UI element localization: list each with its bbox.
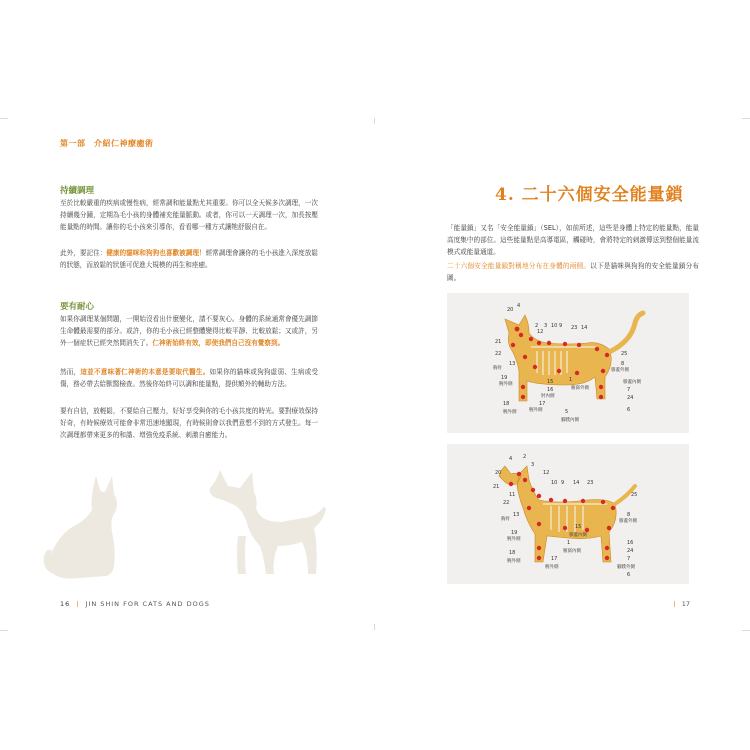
point-label: 腋窩外側 [571,386,589,391]
point-label: 21 [493,484,500,490]
point-label: 腕外側 [529,408,543,413]
cat-silhouette [40,470,130,585]
point-label: 25 [621,351,628,357]
point-label: 18 [503,401,510,407]
folio-right: | 17 [673,600,690,608]
point-label: 16 [547,387,554,393]
point-label: 胸骨 [501,517,510,522]
point-label: 2 [523,454,527,460]
point-label: 肘內側 [541,394,555,399]
point-label: 3 [531,462,535,468]
point-label: 9 [559,323,563,329]
point-label: 14 [581,325,588,331]
point-label: 17 [539,401,546,407]
point-label: 15 [575,524,582,530]
point-label: 6 [627,572,631,578]
paragraph: 要有自信，放輕鬆，不要給自己壓力，好好享受與你的毛小孩共度的時光。要對療效保持好奇，有時候療效可能會非常迅速地顯現，有時候則會以我們意想不到的方式發生。每一次調理都帶來更多的和諧、增強免疫系統、刺激自癒能力。 [60,407,318,440]
point-label: 9 [561,480,565,486]
point-label: 3 [544,323,548,329]
point-label: 腳蹼外側 [617,565,635,570]
point-label: 10 [551,323,558,329]
point-label: 膝蓋外側 [619,519,637,524]
point-label: 21 [495,339,502,345]
point-label: 13 [509,361,516,367]
point-label: 8 [621,361,625,367]
point-label: 24 [627,548,634,554]
point-label: 腕外側 [499,382,513,387]
point-label: 18 [509,550,516,556]
point-label: 22 [495,351,502,357]
paragraph: 「能量鎖」又名「安全能量鎖」（SEL），如前所述，這些是身體上特定的能量點，能量高度集中的部位。這些能量點是高導電區，觸碰時，會將特定的刺激傳送到整個能量流模式或能量通道。 [447,224,699,257]
section-title-patience: 要有耐心 [60,302,95,312]
point-label: 腳蹼內側 [561,418,579,423]
point-label: 19 [511,530,518,536]
point-label: 19 [501,375,508,381]
point-label: 腕外側 [545,565,559,570]
point-label: 10 [551,480,558,486]
point-label: 腕外側 [507,559,521,564]
section-title-continuous: 持續調理 [60,186,95,196]
point-label: 17 [551,556,558,562]
point-label: 15 [547,379,554,385]
folio-left: 16 | JIN SHIN FOR CATS AND DOGS [60,600,210,608]
point-label: 23 [571,325,578,331]
paragraph: 至於比較嚴重的疾病或慢性病，經常調和能量點尤其重要。你可以全天候多次調理，一次持續幾分鐘，定期為毛小孩的身體補充能量脈動。或者，你可以一天調理一次，加長按壓能量點的時間。讓你的毛小孩來引導你，看看哪一種方式讓牠舒服自在。 [60,199,318,232]
point-label: 20 [495,470,502,476]
point-label: 膝蓋內側 [569,533,587,538]
chapter-title: 4. 二十六個安全能量鎖 [495,185,684,205]
paragraph: 然而，這並不意味著仁神術的本意是要取代醫生。如果你的貓咪或狗狗虛弱、生病或受傷，務必帶去給獸醫檢查。然後你始終可以調和能量點，提供額外的輔助方法。 [60,368,319,389]
point-label: 胸骨 [493,366,502,371]
point-label: 24 [627,395,634,401]
point-label: 11 [509,492,516,498]
point-label: 12 [543,470,550,476]
point-label: 5 [565,409,569,415]
point-label: 20 [507,307,514,313]
paragraph: 此外，要記住：健康的貓咪和狗狗也喜歡被調理！經常調理會讓你的毛小孩進入深度放鬆的狀態，而放鬆的狀態可促進大規模的再生和痊癒。 [60,249,319,270]
point-label: 22 [503,500,510,506]
paragraph: 如果你調理某個問題，一開始沒看出什麼變化，請不要灰心。身體的系統通常會優先調節生命體最需要的部分。或許，你的毛小孩已經整體變得比較平靜、比較放鬆；又或許，另外一個症狀已經突然間消失了。仁神術始終有效，即使我們自己沒有覺察到。 [60,315,318,348]
chapter-header: 第一部 介紹仁神療癒術 [60,139,154,148]
point-label: 膝蓋內側 [623,380,641,385]
dog-silhouette [200,462,330,582]
point-label: 7 [627,556,631,562]
point-label: 13 [513,512,520,518]
point-label: 14 [573,480,580,486]
paragraph: 二十六個安全能量鎖對稱地分布在身體的兩側。以下是貓咪與狗狗的安全能量鎖分布圖。 [447,262,700,283]
point-label: 1 [567,540,571,546]
point-label: 12 [537,329,544,335]
point-label: 2 [535,323,539,329]
point-label: 1 [569,377,573,383]
cat-energy-lock-diagram [447,293,689,433]
point-label: 腕外側 [503,410,517,415]
point-label: 23 [587,480,594,486]
point-label: 腕外側 [507,537,521,542]
dog-energy-lock-diagram [447,444,689,584]
point-label: 7 [627,387,631,393]
point-label: 6 [627,407,631,413]
point-label: 膝蓋外側 [611,368,629,373]
right-page [375,0,750,750]
point-label: 16 [627,540,634,546]
point-label: 4 [517,303,521,309]
point-label: 腋窩內側 [563,549,581,554]
point-label: 4 [509,456,513,462]
point-label: 25 [631,492,638,498]
point-label: 8 [627,512,631,518]
